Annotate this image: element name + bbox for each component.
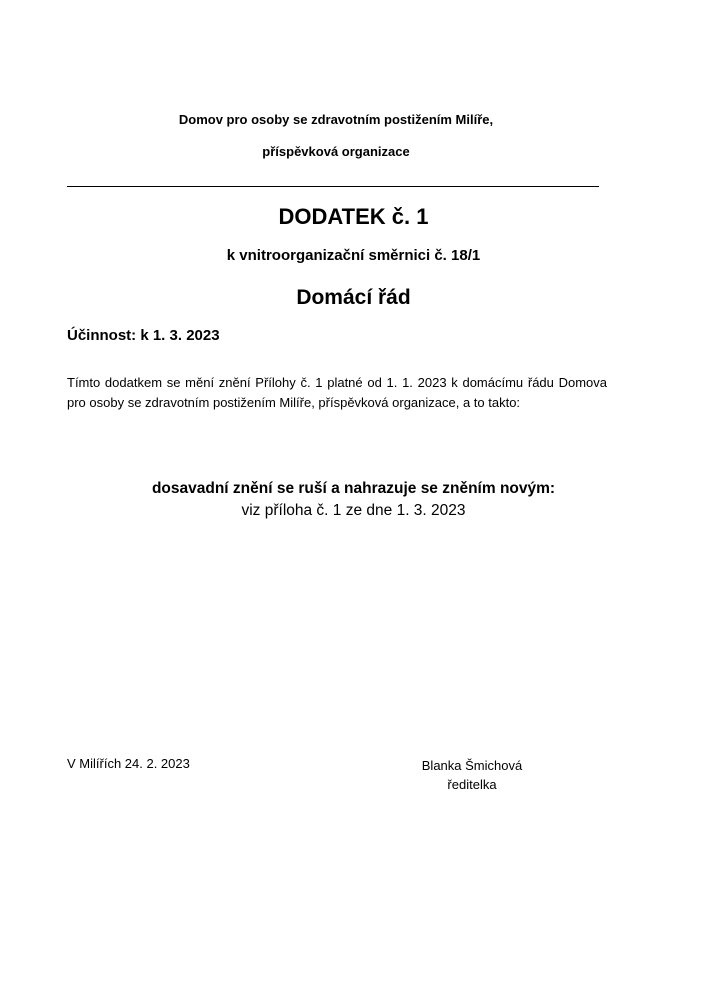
document-heading: Domácí řád <box>296 286 411 309</box>
body-paragraph: Tímto dodatkem se mění znění Přílohy č. 1 platné od 1. 1. 2023 k domácímu řádu Domova pro osoby se zdravotním postižením Milíře, příspěvková organizace, a to takto: <box>67 375 607 410</box>
header-divider <box>67 186 599 187</box>
attachment-reference: viz příloha č. 1 ze dne 1. 3. 2023 <box>241 502 466 519</box>
place-and-date: V Milířích 24. 2. 2023 <box>67 756 190 771</box>
signatory-name: Blanka Šmichová <box>421 758 523 773</box>
replacement-statement: dosavadní znění se ruší a nahrazuje se zněním novým: <box>151 480 556 497</box>
document-title: DODATEK č. 1 <box>278 204 429 229</box>
organization-type: příspěvková organizace <box>262 144 410 159</box>
effective-date: Účinnost: k 1. 3. 2023 <box>67 327 220 344</box>
organization-name: Domov pro osoby se zdravotním postižením Milíře, <box>178 112 494 127</box>
document-subtitle: k vnitroorganizační směrnici č. 18/1 <box>226 247 481 264</box>
signatory-title: ředitelka <box>447 777 497 792</box>
signature-block <box>392 756 552 794</box>
